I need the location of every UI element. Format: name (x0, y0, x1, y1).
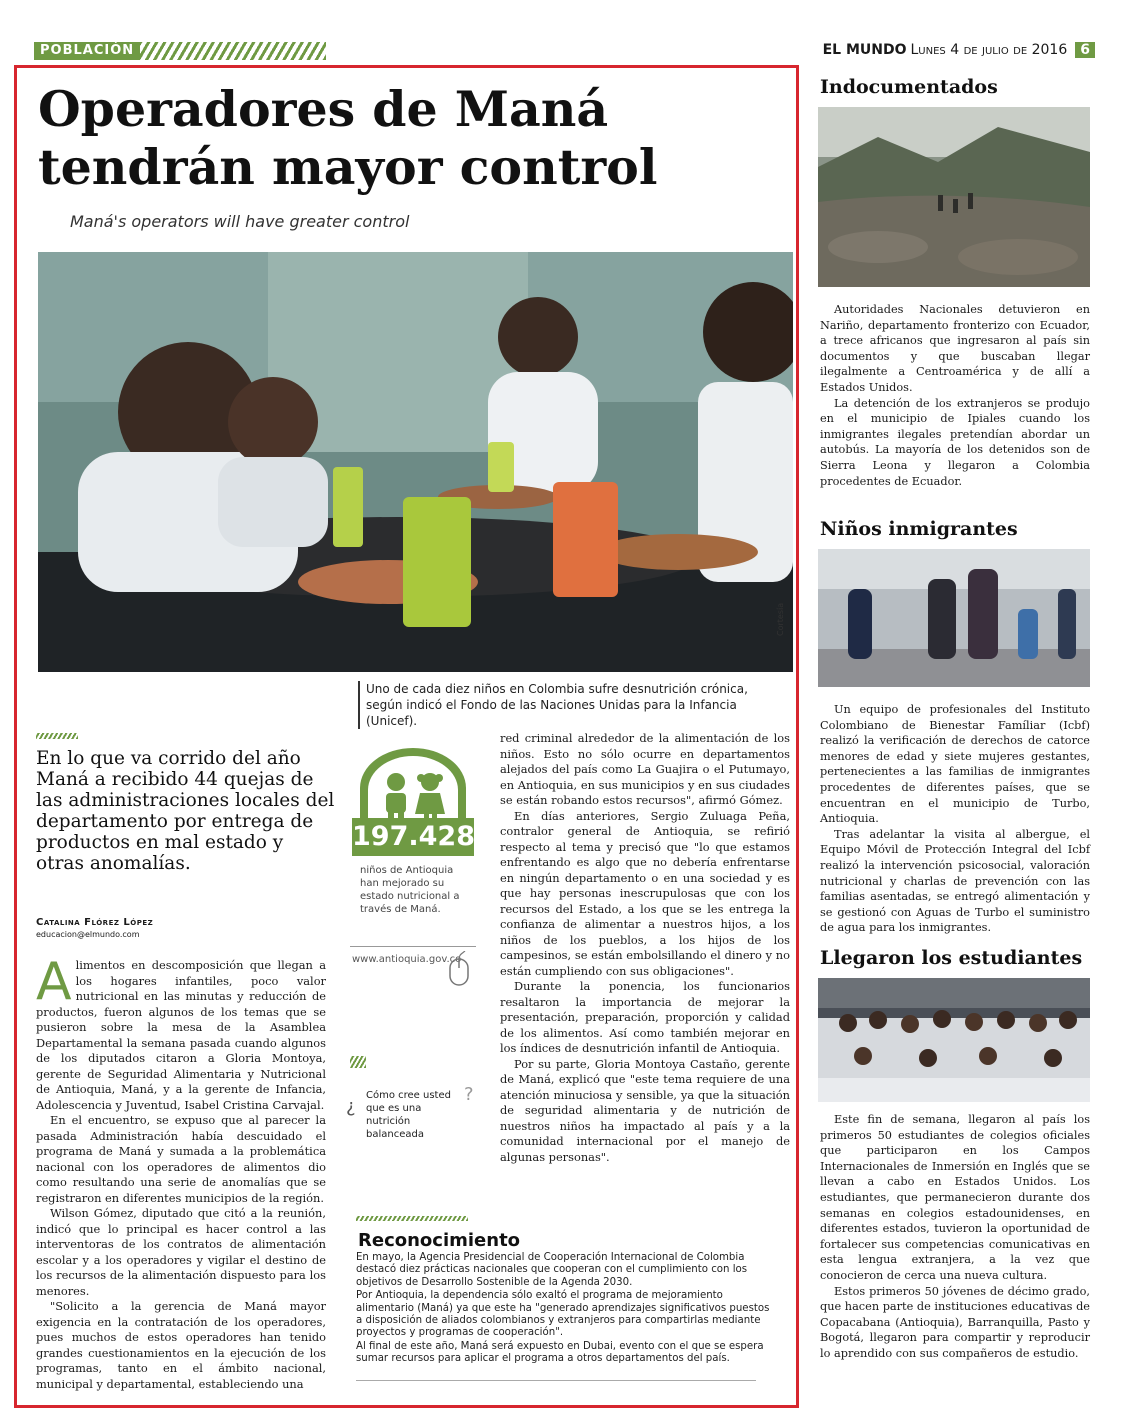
rail-paragraph: Estos primeros 50 jóvenes de décimo grado, que hacen parte de instituciones educativas de Copacabana (Antioquia), Barranquilla, Pasto y Bogotá, llegaron para compartir y reproducir lo aprendido con sus compañeros de estudio. (820, 1284, 1090, 1360)
paragraph: "Solicito a la gerencia de Maná mayor exigencia en la contratación de los operadores, pues muchos de estos operadores han tenido grandes cuestionamientos en la ejecución de los programas, tanto en el ámbito nacional, municipal y departamental, estableciendo una (36, 1299, 326, 1391)
photo-credit: Cortesía (776, 602, 785, 636)
mouse-icon (448, 951, 470, 987)
question-marker (350, 1056, 366, 1068)
box-rule (356, 1380, 756, 1386)
box-paragraph: Al final de este año, Maná será expuesto en Dubai, evento con el que se espera sumar recursos para aplicar el programa a otros departamentos del país. (356, 1340, 764, 1365)
box-paragraph: En mayo, la Agencia Presidencial de Cooperación Internacional de Colombia destacó diez prácticas nacionales que cooperan con el cumplimiento con los objetivos de Desarrollo Sostenible de la Agenda 2030. (356, 1252, 748, 1288)
photo-caption: Uno de cada diez niños en Colombia sufre desnutrición crónica, según indicó el Fondo de las Naciones Unidas para la Infancia (Unicef). (358, 681, 788, 729)
rail-paragraph: Tras adelantar la visita al albergue, el Equipo Móvil de Protección Integral del Icbf realizó la intervención psicosocial, valoración nutricional y charlas de prevención con las familias asentadas, se entregó alimentación y se gestionó con Aguas de Turbo el suministro de agua para los inmigrantes. (820, 827, 1090, 935)
rail-text-ninos-inmigrantes (820, 702, 1090, 936)
reader-question (346, 1080, 478, 1140)
rail-title-llegaron-estudiantes: Llegaron los estudiantes (820, 947, 1083, 969)
paragraph: red criminal alrededor de la alimentación de los niños. Esto no sólo ocurre en departamentos alejados del país como La Guajira o el Putumayo, en Antioquia, en sus municipios y en sus ciudades se están robando estos recursos", afirmó Gómez. (500, 731, 790, 807)
article-column-1 (36, 952, 326, 1392)
children-count-description: niños de Antioquia han mejorado su estado nutricional a través de Maná. (360, 865, 460, 915)
children-count: 197.428 (352, 818, 474, 856)
rail-paragraph: Este fin de semana, llegaron al país los primeros 50 estudiantes de colegios oficiales que participaron en los Campos Internacionales de Inmersión en Inglés que se llevan a cabo en Estados Unidos. Los estudiantes, que permanecieron durante dos semanas en colegios estadounidenses, en diferentes estados, tuvieron la oportunidad de fortalecer sus competencias comunicativas en esta lengua extranjera, a la vez que conocieron de cerca una nueva cultura. (820, 1113, 1090, 1282)
lede: En lo que va corrido del año Maná a recibido 44 quejas de las administraciones locales del departamento por entrega de productos en mal estado y otras anomalías. (36, 748, 335, 874)
paragraph: Por su parte, Gloria Montoya Castaño, gerente de Maná, explicó que "este tema requiere de una atención minuciosa y sensible, ya que la situación de seguridad alimentaria y de nutrición de nuestros niños ha impactado al país y a la comunidad internacional por el manejo de algunas personas". (500, 1056, 790, 1164)
paragraph: Alimentos en descomposición que llegan a los hogares infantiles, poco valor nutricional en las minutas y reducción de productos, fueron algunos de los temas que se pusieron sobre la mesa de la Asamblea Departamental la semana pasada cuando algunos de los diputados citaron a Gloria Montoya, gerente de Seguridad Alimentaria y Nutricional de Antioquia, Maná, y a la gerente de Infancia, Adolescencia y Juventud, Isabel Cristina Carvajal. (36, 952, 326, 1112)
paragraph: Wilson Gómez, diputado que citó a la reunión, indicó que lo principal es hacer control a las interventoras de los contratos de alimentación escolar y a los operadores y vigilar el destino de los recursos de la alimentación dispuesto para los menores. (36, 1206, 326, 1298)
rail-photo-students-group (818, 978, 1090, 1102)
drop-cap: A (36, 952, 72, 1012)
rail-photo-migrants-walking (818, 107, 1090, 287)
question-open-mark: ¿ (346, 1096, 356, 1117)
section-tag (34, 42, 326, 60)
masthead (823, 42, 1095, 58)
box-body (356, 1252, 778, 1367)
article-column-3 (500, 731, 790, 1165)
headline (38, 80, 738, 196)
rail-paragraph: Autoridades Nacionales detuvieron en Nariño, departamento fronterizo con Ecuador, a trece africanos que ingresaron al país sin documentos y que buscaban llegar ilegalmente a Centroamérica y de allí a Estados Unidos. (820, 303, 1090, 394)
paragraph: Durante la ponencia, los funcionarios resaltaron la importancia de mejorar la presentación, preparación, proporción y calidad de los alimentos. Así como también mejorar en los índices de desnutrición infantil de Antioquia. (500, 979, 790, 1055)
website-box (350, 946, 476, 990)
rail-text-indocumentados (820, 302, 1090, 489)
box-marker (356, 1216, 468, 1221)
main-photo-children-eating (38, 252, 793, 672)
box-paragraph: Por Antioquia, la dependencia sólo exaltó el programa de mejoramiento alimentario (Maná) ya que este ha "generado aprendizajes significativos puestos a disposición de aliados colombianos y extranjeros para compartirlas mediante proyectos y programas de cooperación". (356, 1290, 770, 1339)
author-name: Catalina Flórez López (36, 917, 154, 928)
website-link[interactable]: www.antioquia.gov.co (352, 954, 462, 965)
paper-name: EL MUNDO (822, 42, 907, 58)
lede-marker (36, 733, 78, 739)
paragraph: En el encuentro, se expuso que al parecer la pasada Administración había descuidado el programa de Maná y sumada a la problemática nacional con los operadores de alimentos dio como resultando una serie de anomalías que se registraron en diferentes municipios de la región. (36, 1113, 326, 1205)
rail-text-llegaron-estudiantes (820, 1112, 1090, 1362)
paragraph: En días anteriores, Sergio Zuluaga Peña, contralor general de Antioquia, se refirió respecto al tema y precisó que "lo que estamos enfrentando es algo que no debería enfrentarse en ningún departamento o en una sociedad y es que hay personas inescrupulosas que con los recursos del Estado, a los que se les entrega la confianza de alimentar a nuestros hijos, a los niños de los pueblos, a los hijos de los campesinos, se están embolsillando el dinero y no están cumpliendo con sus obligaciones". (500, 808, 790, 978)
question-close-mark: ? (464, 1084, 474, 1105)
rail-paragraph: Un equipo de profesionales del Instituto Colombiano de Bienestar Famíliar (Icbf) realizó la verificación de derechos de catorce menores de edad y siete mujeres gestantes, pertenecientes a las familias de inmigrantes procedentes de diferentes países, que se encuentran en el municipio de Turbo, Antioquia. (820, 703, 1090, 826)
author-email: educacion@elmundo.com (36, 930, 140, 939)
rail-paragraph: La detención de los extranjeros se produjo en el municipio de Ipiales cuando los inmigrantes ilegales pretendían abordar un autobús. La mayoría de los detenidos son de Sierra Leona y llegaron a Colombia procedentes de Ecuador. (820, 396, 1090, 488)
question-text: Cómo cree usted que es una nutrición balanceada (366, 1090, 451, 1140)
byline (36, 917, 153, 939)
subhead: Maná's operators will have greater control (70, 212, 410, 231)
box-title: Reconocimiento (358, 1230, 521, 1251)
issue-date: Lunes 4 de julio de 2016 (910, 42, 1068, 58)
rail-photo-immigrant-children (818, 549, 1090, 687)
rail-title-indocumentados: Indocumentados (820, 76, 998, 98)
page-number: 6 (1075, 42, 1095, 58)
section-label: POBLACIÓN (34, 42, 140, 60)
headline-line-2: tendrán mayor control (38, 138, 658, 196)
rail-title-ninos-inmigrantes: Niños inmigrantes (820, 518, 1018, 540)
section-stripes (140, 42, 326, 60)
headline-line-1: Operadores de Maná (38, 80, 609, 138)
